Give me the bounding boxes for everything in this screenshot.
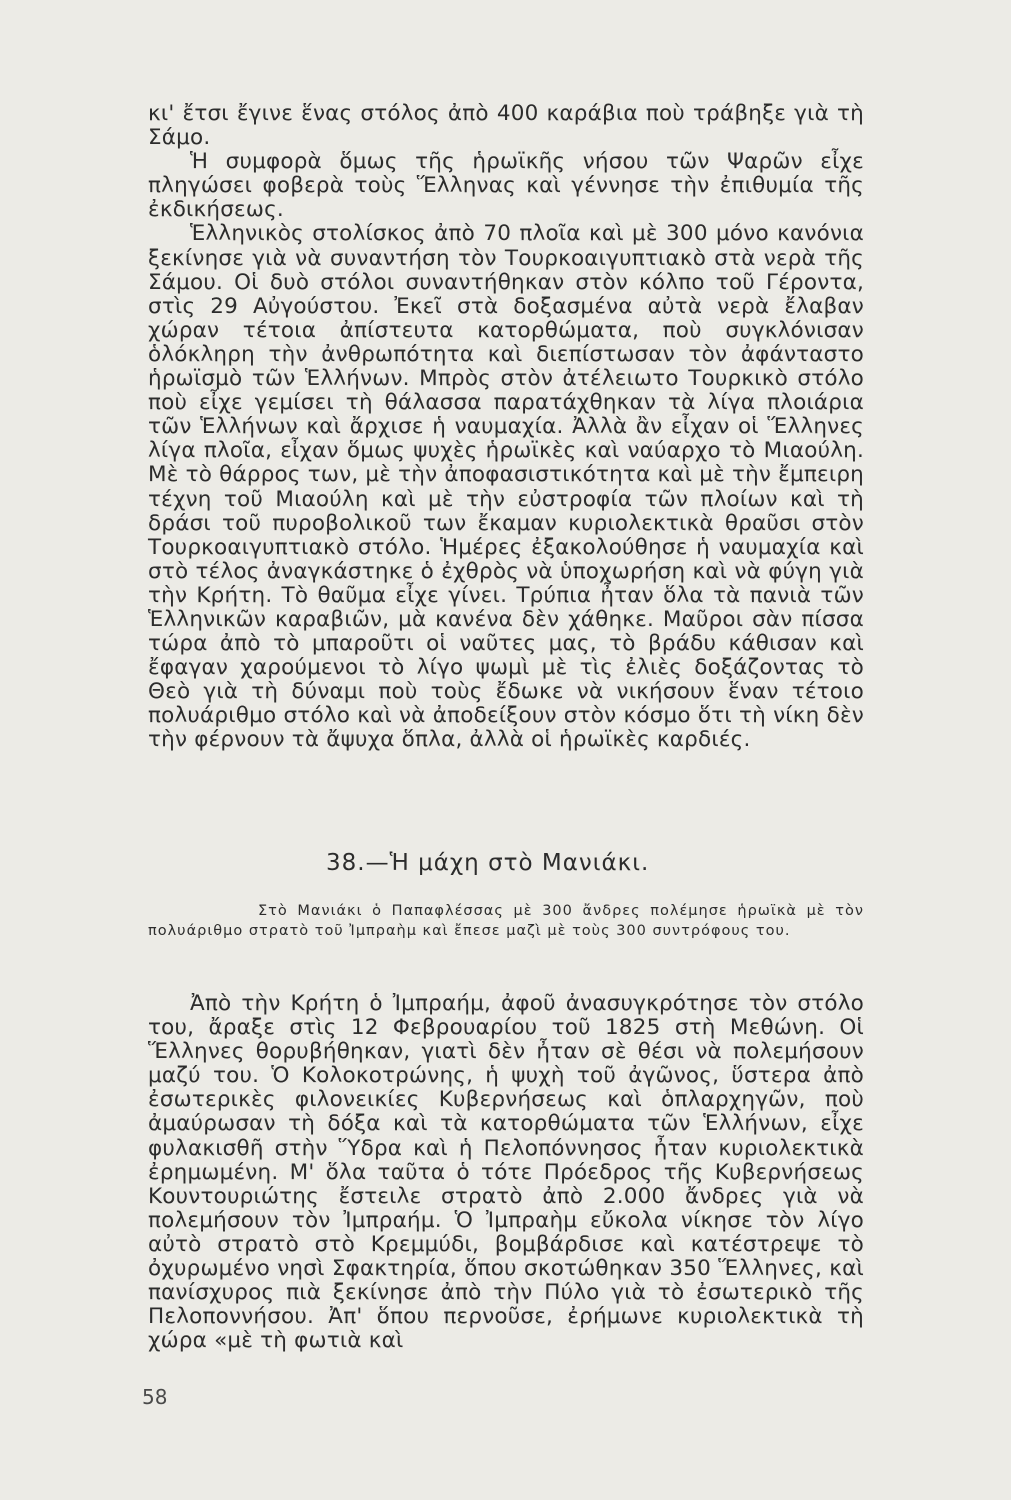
paragraph: Ἀπὸ τὴν Κρήτη ὁ Ἰμπραήμ, ἀφοῦ ἀνασυγκρότησε τὸν στόλο του, ἄραξε στὶς 12 Φεβρουαρίου τοῦ 1825 στὴ Μεθώνη. Οἱ Ἕλληνες θορυβήθηκαν, γιατὶ δὲν ἦταν σὲ θέσι νὰ πολεμήσουν μαζύ του. Ὁ Κολοκοτρώνης, ἡ ψυχὴ τοῦ ἀγῶνος, ὕστερα ἀπὸ ἐσωτερικὲς φιλονεικίες Κυβερνήσεως καὶ ὁπλαρχηγῶν, ποὺ ἀμαύρωσαν τὴ δόξα καὶ τὰ κατορθώματα τῶν Ἑλλήνων, εἶχε φυλακισθῆ στὴν Ὕδρα καὶ ἡ Πελοπόννησος ἦταν κυριολεκτικὰ ἐρημωμένη. Μ' ὅλα ταῦτα ὁ τότε Πρόεδρος τῆς Κυβερνήσεως Κουντουριώτης ἔστειλε στρατὸ ἀπὸ 2.000 ἄνδρες γιὰ νὰ πολεμήσουν τὸν Ἰμπραήμ. Ὁ Ἰμπραὴμ εὔκολα νίκησε τὸν λίγο αὐτὸ στρατὸ στὸ Κρεμμύδι, βομβάρδισε καὶ κατέστρεψε τὸ ὀχυρωμένο νησὶ Σφακτηρία, ὅπου σκοτώθηκαν 350 Ἕλληνες, καὶ πανίσχυρος πιὰ ξεκίνησε ἀπὸ τὴν Πύλο γιὰ τὸ ἐσωτερικὸ τῆς Πελοποννήσου. Ἀπ' ὅπου περνοῦσε, ἐρήμωνε κυριολεκτικὰ τὴ χώρα «μὲ τὴ φωτιὰ καὶ — [148, 991, 864, 1354]
chapter-heading: 38.—Ἡ μάχη στὸ Μανιάκι. — [326, 850, 650, 876]
paragraph-continuation: κι' ἔτσι ἔγινε ἕνας στόλος ἀπὸ 400 καράβια ποὺ τράβηξε γιὰ τὴ Σάμο. — [148, 101, 864, 151]
main-text-section-1 — [148, 102, 864, 753]
page-number: 58 — [142, 1385, 168, 1409]
main-text-section-2 — [148, 992, 864, 1353]
paragraph: Ἡ συμφορὰ ὅμως τῆς ἡρωϊκῆς νήσου τῶν Ψαρῶν εἶχε πληγώσει φοβερὰ τοὺς Ἕλληνας καὶ γέννησε τὴν ἐπιθυμία τῆς ἐκδικήσεως. — [148, 149, 864, 223]
paragraph: Ἑλληνικὸς στολίσκος ἀπὸ 70 πλοῖα καὶ μὲ 300 μόνο κανόνια ξεκίνησε γιὰ νὰ συναντήση τὸν Τουρκοαιγυπτιακὸ στὰ νερὰ τῆς Σάμου. Οἱ δυὸ στόλοι συναντήθηκαν στὸν κόλπο τοῦ Γέροντα, στὶς 29 Αὐγούστου. Ἐκεῖ στὰ δοξασμένα αὐτὰ νερὰ ἔλαβαν χώραν τέτοια ἀπίστευτα κατορθώματα, ποὺ συγκλόνισαν ὁλόκληρη τὴν ἀνθρωπότητα καὶ διεπίστωσαν τὸν ἀφάνταστο ἡρωϊσμὸ τῶν Ἑλλήνων. Μπρὸς στὸν ἀτέλειωτο Τουρκικὸ στόλο ποὺ εἶχε γεμίσει τὴ θάλασσα παρατάχθηκαν τὰ λίγα πλοιάρια τῶν Ἑλλήνων καὶ ἄρχισε ἡ ναυμαχία. Ἀλλὰ ἂν εἶχαν οἱ Ἕλληνες λίγα πλοῖα, εἶχαν ὅμως ψυχὲς ἡρωϊκὲς καὶ ναύαρχο τὸ Μιαούλη. Μὲ τὸ θάρρος των, μὲ τὴν ἀποφασιστικότητα καὶ μὲ τὴν ἔμπειρη τέχνη τοῦ Μιαούλη καὶ μὲ τὴν εὐστροφία τῶν πλοίων καὶ τὴ δράσι τοῦ πυροβολικοῦ των ἔκαμαν κυριολεκτικὰ θραῦσι στὸν Τουρκοαιγυπτιακὸ στόλο. Ἡμέρες ἐξακολούθησε ἡ ναυμαχία καὶ στὸ τέλος ἀναγκάστηκε ὁ ἐχθρὸς νὰ ὑποχωρήση καὶ νὰ φύγη γιὰ τὴν Κρήτη. Τὸ θαῦμα εἶχε γίνει. Τρύπια ἦταν ὅλα τὰ πανιὰ τῶν Ἑλληνικῶν καραβιῶν, μὰ κανένα δὲν χάθηκε. Μαῦροι σὰν πίσσα τώρα ἀπὸ τὸ μπαροῦτι οἱ ναῦτες μας, τὸ βράδυ κάθισαν καὶ ἔφαγαν χαρούμενοι τὸ λίγο ψωμὶ μὲ τὶς ἐλιὲς δοξάζοντας τὸ Θεὸ γιὰ τὴ δύναμι ποὺ τοὺς ἔδωκε νὰ νικήσουν ἕναν τέτοιο πολυάριθμο στόλο καὶ νὰ ἀποδείξουν στὸν κόσμο ὅτι τὴ νίκη δὲν τὴν φέρνουν τὰ ἄψυχα ὅπλα, ἀλλὰ οἱ ἡρωϊκὲς καρδιές. — [148, 221, 864, 753]
chapter-summary: Στὸ Μανιάκι ὁ Παπαφλέσσας μὲ 300 ἄνδρες πολέμησε ἡρωϊκὰ μὲ τὸν πολυάριθμο στρατὸ τοῦ Ἰμπραὴμ καὶ ἔπεσε μαζὶ μὲ τοὺς 300 συντρόφους του. — [148, 903, 864, 939]
